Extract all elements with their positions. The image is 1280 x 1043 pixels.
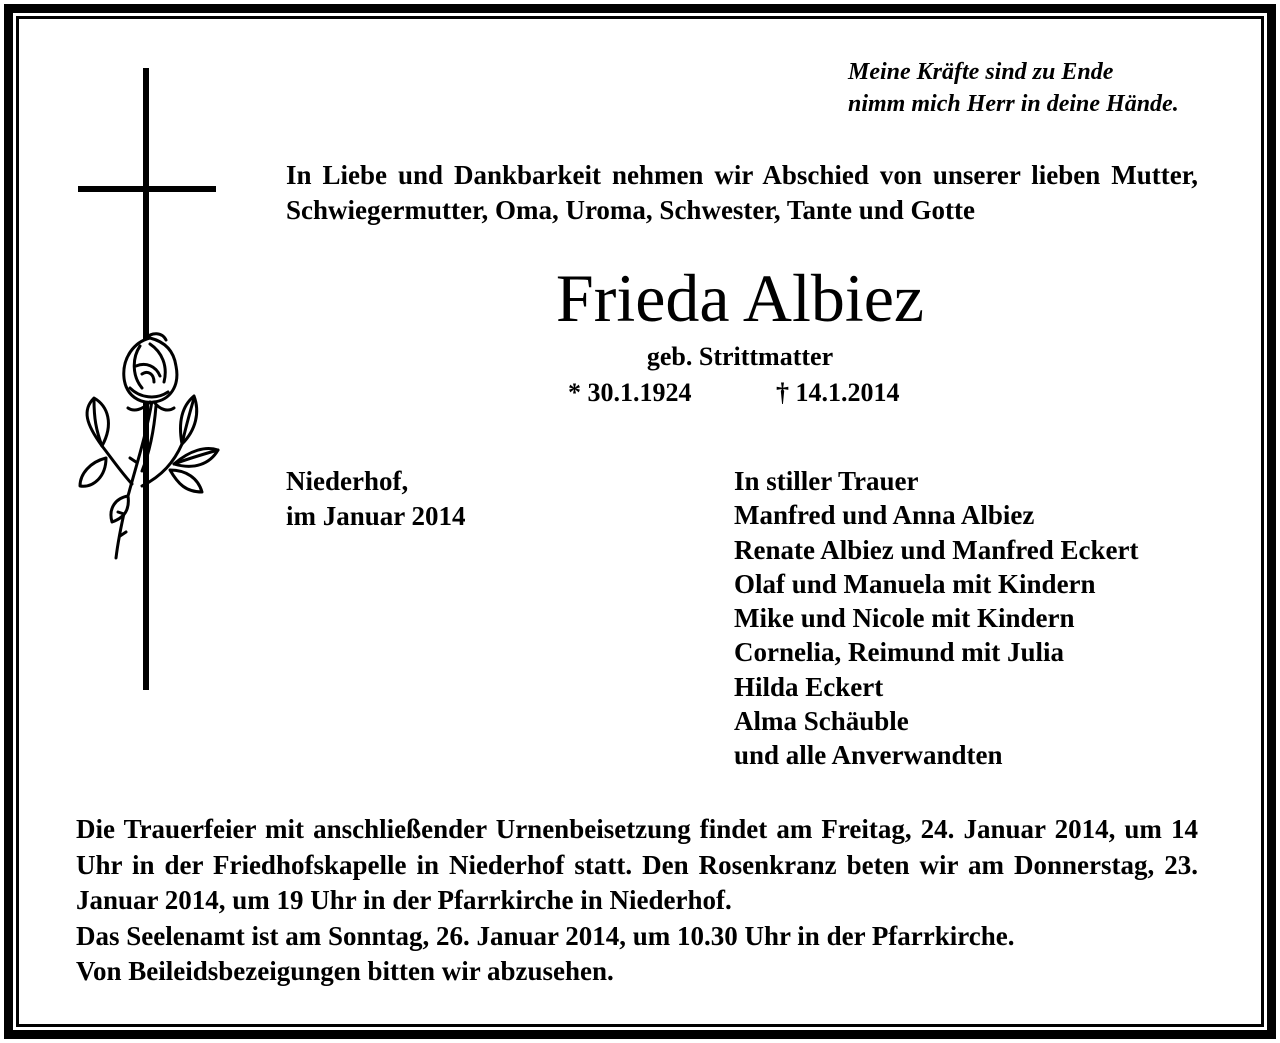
mourner-entry: Alma Schäuble: [734, 706, 909, 737]
funeral-notice: [76, 812, 1198, 990]
mourner-entry: Cornelia, Reimund mit Julia: [734, 637, 1065, 668]
mourner-entry: Hilda Eckert: [734, 671, 884, 702]
mourner-entry: Mike und Nicole mit Kindern: [734, 603, 1075, 634]
birth-date: * 30.1.1924: [568, 378, 692, 407]
notice-paragraph: Die Trauerfeier mit anschließender Urnenbeisetzung findet am Freitag, 24. Januar 2014, um 14 Uhr in der Friedhofskapelle in Niederhof statt. Den Rosenkranz beten wir am Donnerstag, 23. Januar 2014, um 19 Uhr in der Pfarrkirche in Niederhof.: [76, 814, 1198, 915]
motto-line: nimm mich Herr in deine Hände.: [848, 91, 1179, 117]
notice-paragraph: Von Beileidsbezeigungen bitten wir abzusehen.: [76, 956, 614, 986]
mourner-entry: und alle Anverwandten: [734, 740, 1003, 771]
cross-with-rose-icon: [70, 66, 230, 694]
place-and-date: [286, 464, 466, 533]
date-line: im Januar 2014: [286, 500, 466, 531]
mourners-list: [734, 464, 1138, 773]
maiden-name: geb. Strittmatter: [646, 342, 834, 371]
mourner-entry: Manfred und Anna Albiez: [734, 500, 1035, 531]
motto: [848, 56, 1179, 120]
place: Niederhof,: [286, 466, 409, 496]
intro-text: In Liebe und Dankbarkeit nehmen wir Abschied von unserer lieben Mutter, Schwiegermutter, Oma, Uroma, Schwester, Tante und Gotte: [286, 160, 1198, 225]
deceased-name: Frieda Albiez: [555, 260, 925, 336]
mourner-entry: Olaf und Manuela mit Kindern: [734, 568, 1096, 599]
mourners-heading: In stiller Trauer: [734, 466, 919, 496]
death-date: † 14.1.2014: [776, 378, 900, 407]
mourner-entry: Renate Albiez und Manfred Eckert: [734, 534, 1139, 565]
cross-horizontal-beam: [78, 186, 216, 192]
notice-paragraph: Das Seelenamt ist am Sonntag, 26. Januar 2014, um 10.30 Uhr in der Pfarrkirche.: [76, 920, 1015, 951]
motto-line: Meine Kräfte sind zu Ende: [848, 59, 1114, 85]
